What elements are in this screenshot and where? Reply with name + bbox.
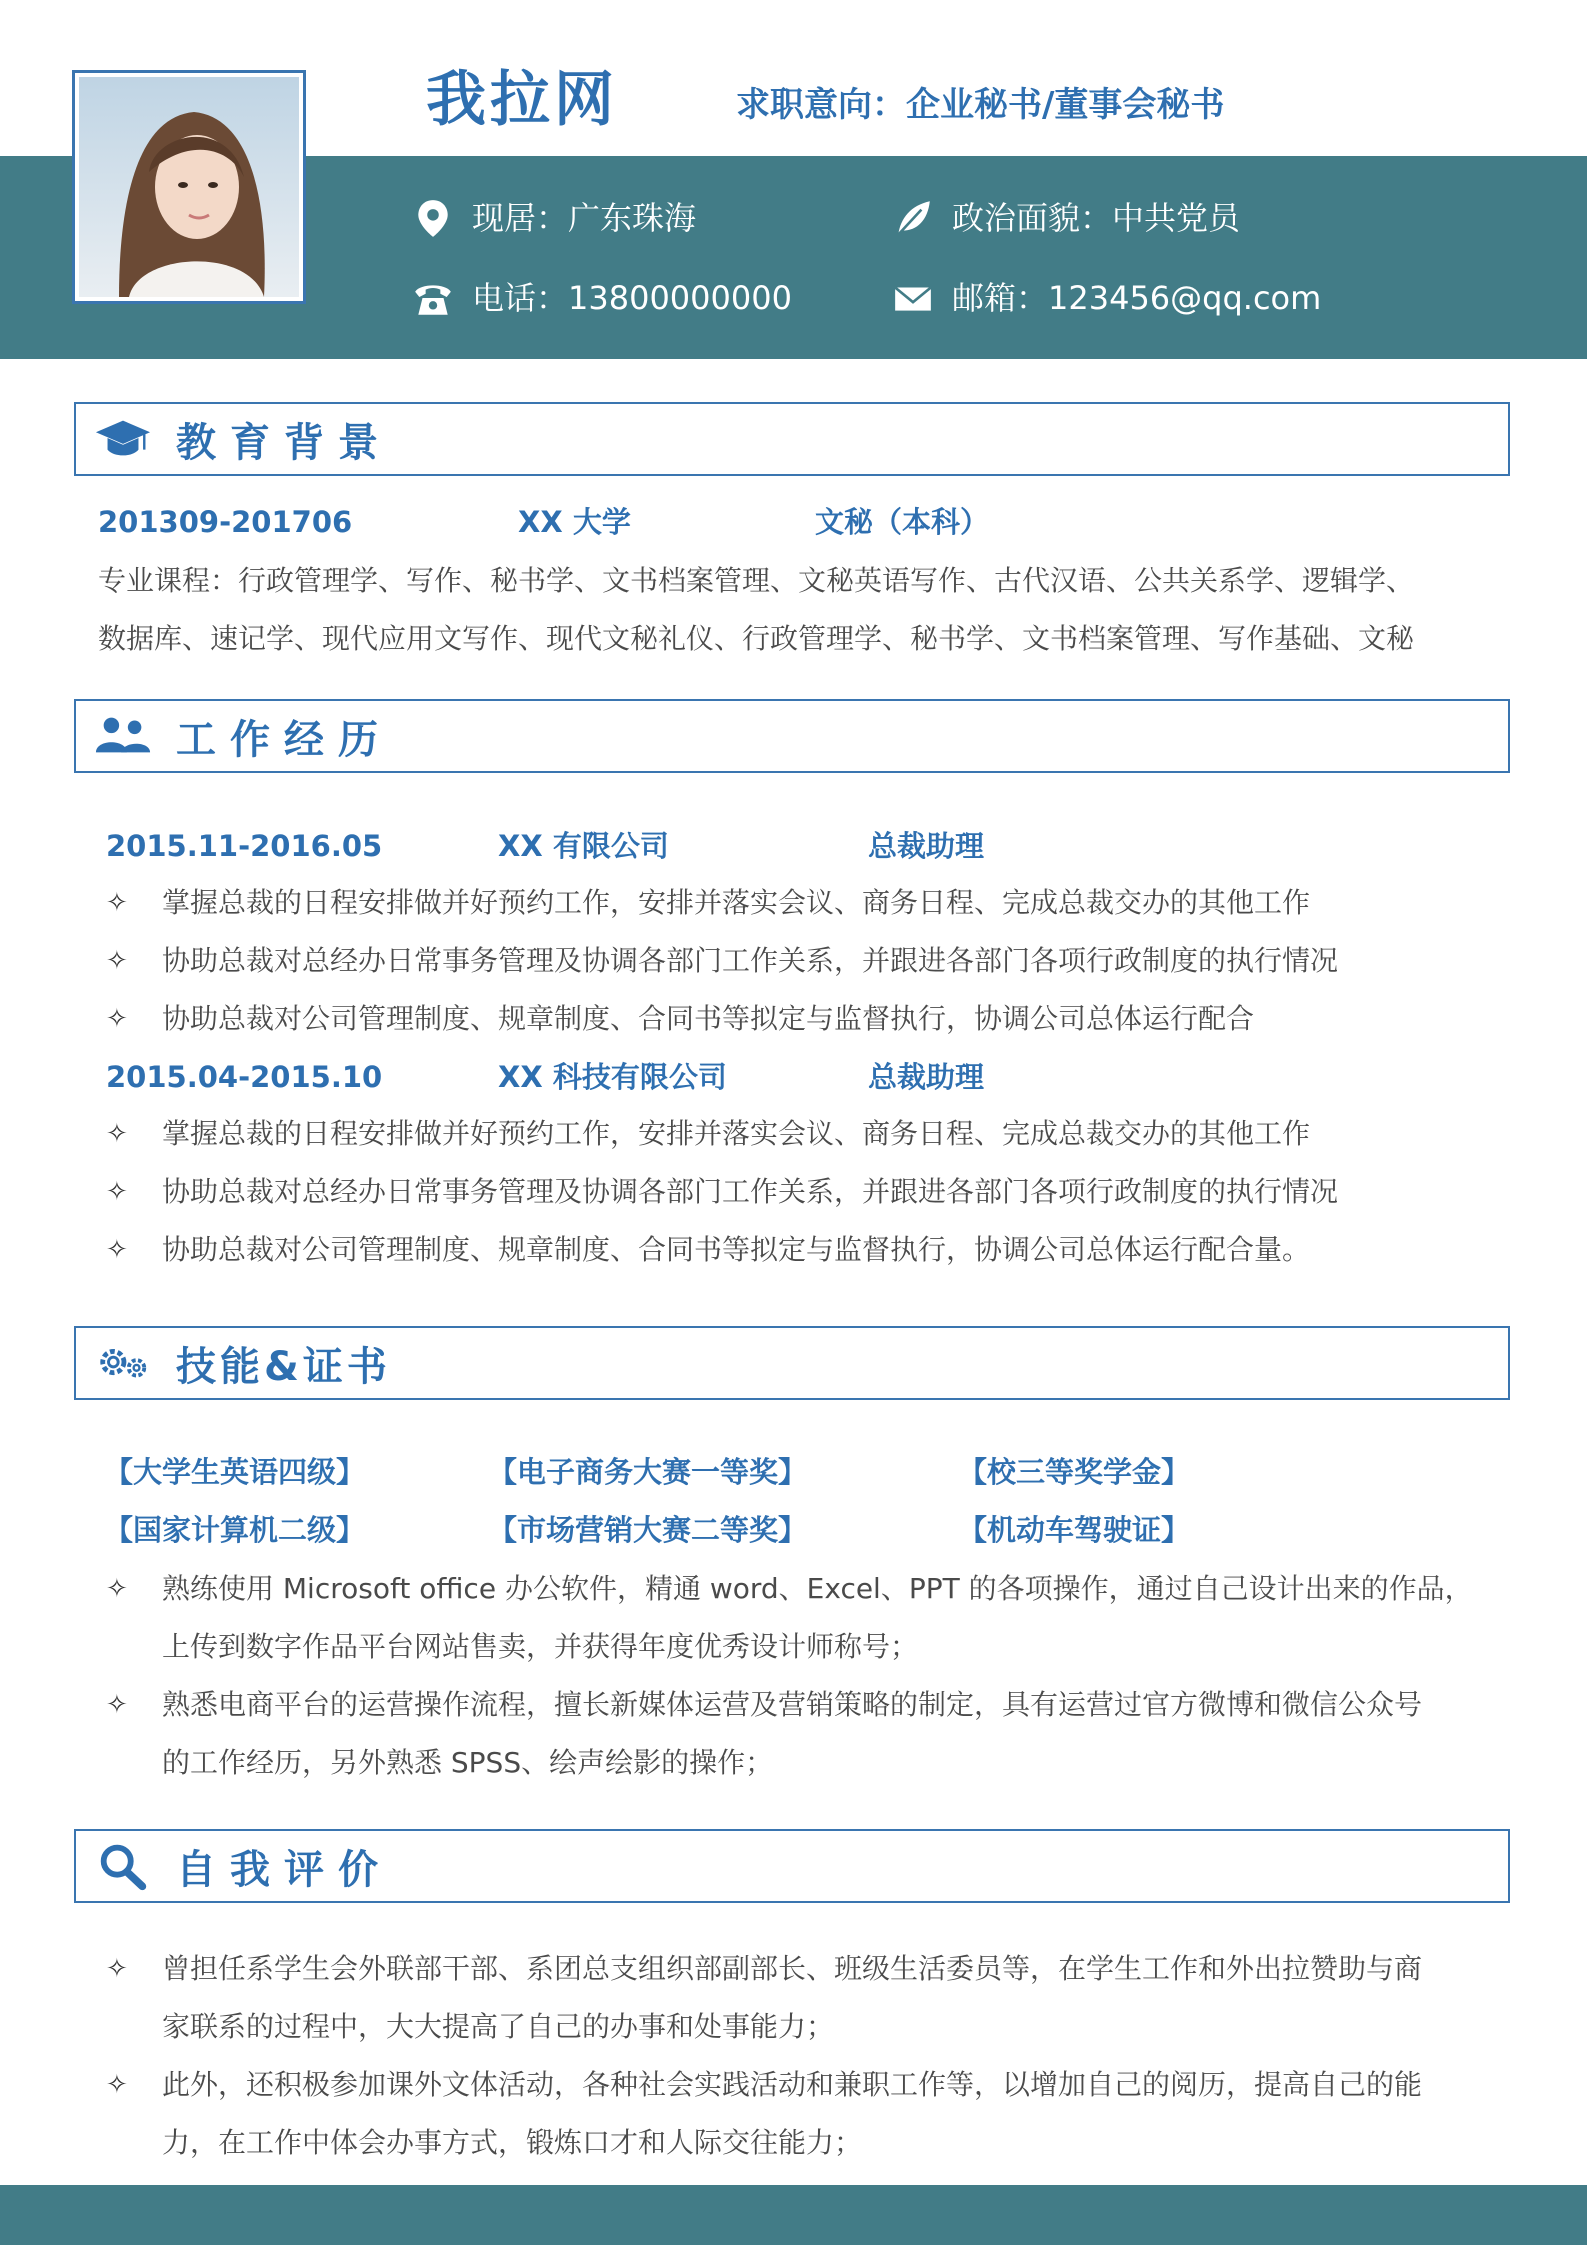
bullet-mark: ✧ bbox=[106, 1004, 128, 1034]
skill-item-2: ✧ 熟悉电商平台的运营操作流程，擅长新媒体运营及营销策略的制定，具有运营过官方微博和微信公众号 的工作经历，另外熟悉 SPSS、绘声绘影的操作； bbox=[106, 1676, 1506, 1792]
bullet-mark: ✧ bbox=[106, 1119, 128, 1149]
job-intent: 求职意向：企业秘书/董事会秘书 bbox=[736, 85, 1225, 125]
job-1-period: 2015.11-2016.05 bbox=[106, 829, 383, 863]
phone-text: 电话：13800000000 bbox=[472, 279, 792, 317]
self-item-2: ✧ 此外，还积极参加课外文体活动，各种社会实践活动和兼职工作等，以增加自己的阅历，提高自己的能 力，在工作中体会办事方式，锻炼口才和人际交往能力； bbox=[106, 2056, 1506, 2172]
bullet-mark: ✧ bbox=[106, 1235, 128, 1265]
education-courses-line-1: 专业课程：行政管理学、写作、秘书学、文书档案管理、文秘英语写作、古代汉语、公共关系学、逻辑学、 bbox=[98, 564, 1415, 597]
politics-text: 政治面貌：中共党员 bbox=[952, 199, 1241, 237]
award-1: 【大学生英语四级】 bbox=[104, 1455, 366, 1489]
job-2-position: 总裁助理 bbox=[868, 1060, 985, 1094]
telephone-icon bbox=[412, 277, 454, 319]
section-self-title: 自我评价 bbox=[176, 1846, 392, 1893]
education-period: 201309-201706 bbox=[98, 505, 353, 539]
bullet-mark: ✧ bbox=[106, 1177, 128, 1207]
email-text: 邮箱：123456@qq.com bbox=[952, 279, 1322, 317]
profile-photo bbox=[72, 70, 306, 304]
section-education-title: 教育背景 bbox=[176, 419, 392, 466]
section-skills-title: 技能&证书 bbox=[176, 1343, 391, 1390]
section-work-header bbox=[74, 699, 1510, 773]
candidate-name: 我拉网 bbox=[426, 65, 618, 135]
gears-icon bbox=[94, 1338, 152, 1388]
education-school: XX 大学 bbox=[518, 505, 631, 539]
section-work-title: 工作经历 bbox=[176, 716, 392, 763]
education-courses-line-2: 数据库、速记学、现代应用文写作、现代文秘礼仪、行政管理学、秘书学、文书档案管理、写作基础、文秘 bbox=[98, 622, 1415, 655]
education-major: 文秘（本科） bbox=[815, 505, 990, 539]
job-1-duty-3: ✧ 协助总裁对公司管理制度、规章制度、合同书等拟定与监督执行，协调公司总体运行配合 bbox=[106, 990, 1506, 1048]
job-2-company: XX 科技有限公司 bbox=[498, 1060, 727, 1094]
leaf-icon bbox=[892, 197, 934, 239]
section-education-header bbox=[74, 402, 1510, 476]
people-icon bbox=[94, 711, 152, 761]
award-6: 【机动车驾驶证】 bbox=[958, 1513, 1191, 1547]
contact-email bbox=[892, 276, 1321, 320]
job-2-duty-1: ✧ 掌握总裁的日程安排做并好预约工作，安排并落实会议、商务日程、完成总裁交办的其他工作 bbox=[106, 1105, 1506, 1163]
job-1-position: 总裁助理 bbox=[868, 829, 985, 863]
location-text: 现居：广东珠海 bbox=[472, 199, 697, 237]
envelope-icon bbox=[892, 277, 934, 319]
bullet-mark: ✧ bbox=[106, 1574, 128, 1604]
award-4: 【国家计算机二级】 bbox=[104, 1513, 366, 1547]
award-3: 【校三等奖学金】 bbox=[958, 1455, 1191, 1489]
bullet-mark: ✧ bbox=[106, 2070, 128, 2100]
contact-location bbox=[412, 196, 696, 240]
location-pin-icon bbox=[412, 197, 454, 239]
job-2-duty-2: ✧ 协助总裁对总经办日常事务管理及协调各部门工作关系，并跟进各部门各项行政制度的执行情况 bbox=[106, 1163, 1506, 1221]
section-self-header bbox=[74, 1829, 1510, 1903]
graduation-cap-icon bbox=[94, 414, 152, 464]
job-1-duty-1: ✧ 掌握总裁的日程安排做并好预约工作，安排并落实会议、商务日程、完成总裁交办的其他工作 bbox=[106, 874, 1506, 932]
footer-band bbox=[0, 2185, 1587, 2245]
bullet-mark: ✧ bbox=[106, 946, 128, 976]
award-2: 【电子商务大赛一等奖】 bbox=[488, 1455, 808, 1489]
bullet-mark: ✧ bbox=[106, 1690, 128, 1720]
job-2-duty-3: ✧ 协助总裁对公司管理制度、规章制度、合同书等拟定与监督执行，协调公司总体运行配合量。 bbox=[106, 1221, 1506, 1279]
magnifier-icon bbox=[94, 1841, 152, 1891]
section-skills-header bbox=[74, 1326, 1510, 1400]
self-item-1: ✧ 曾担任系学生会外联部干部、系团总支组织部副部长、班级生活委员等，在学生工作和外出拉赞助与商 家联系的过程中，大大提高了自己的办事和处事能力； bbox=[106, 1940, 1506, 2056]
award-5: 【市场营销大赛二等奖】 bbox=[488, 1513, 808, 1547]
job-1-duty-2: ✧ 协助总裁对总经办日常事务管理及协调各部门工作关系，并跟进各部门各项行政制度的执行情况 bbox=[106, 932, 1506, 990]
job-1-company: XX 有限公司 bbox=[498, 829, 669, 863]
contact-politics bbox=[892, 196, 1240, 240]
contact-phone bbox=[412, 276, 792, 320]
bullet-mark: ✧ bbox=[106, 888, 128, 918]
job-2-period: 2015.04-2015.10 bbox=[106, 1060, 383, 1094]
skill-item-1: ✧ 熟练使用 Microsoft office 办公软件，精通 word、Excel、PPT 的各项操作，通过自己设计出来的作品， 上传到数字作品平台网站售卖，并获得年度优秀设计师称号； bbox=[106, 1560, 1506, 1676]
portrait-image bbox=[79, 77, 299, 297]
bullet-mark: ✧ bbox=[106, 1954, 128, 1984]
